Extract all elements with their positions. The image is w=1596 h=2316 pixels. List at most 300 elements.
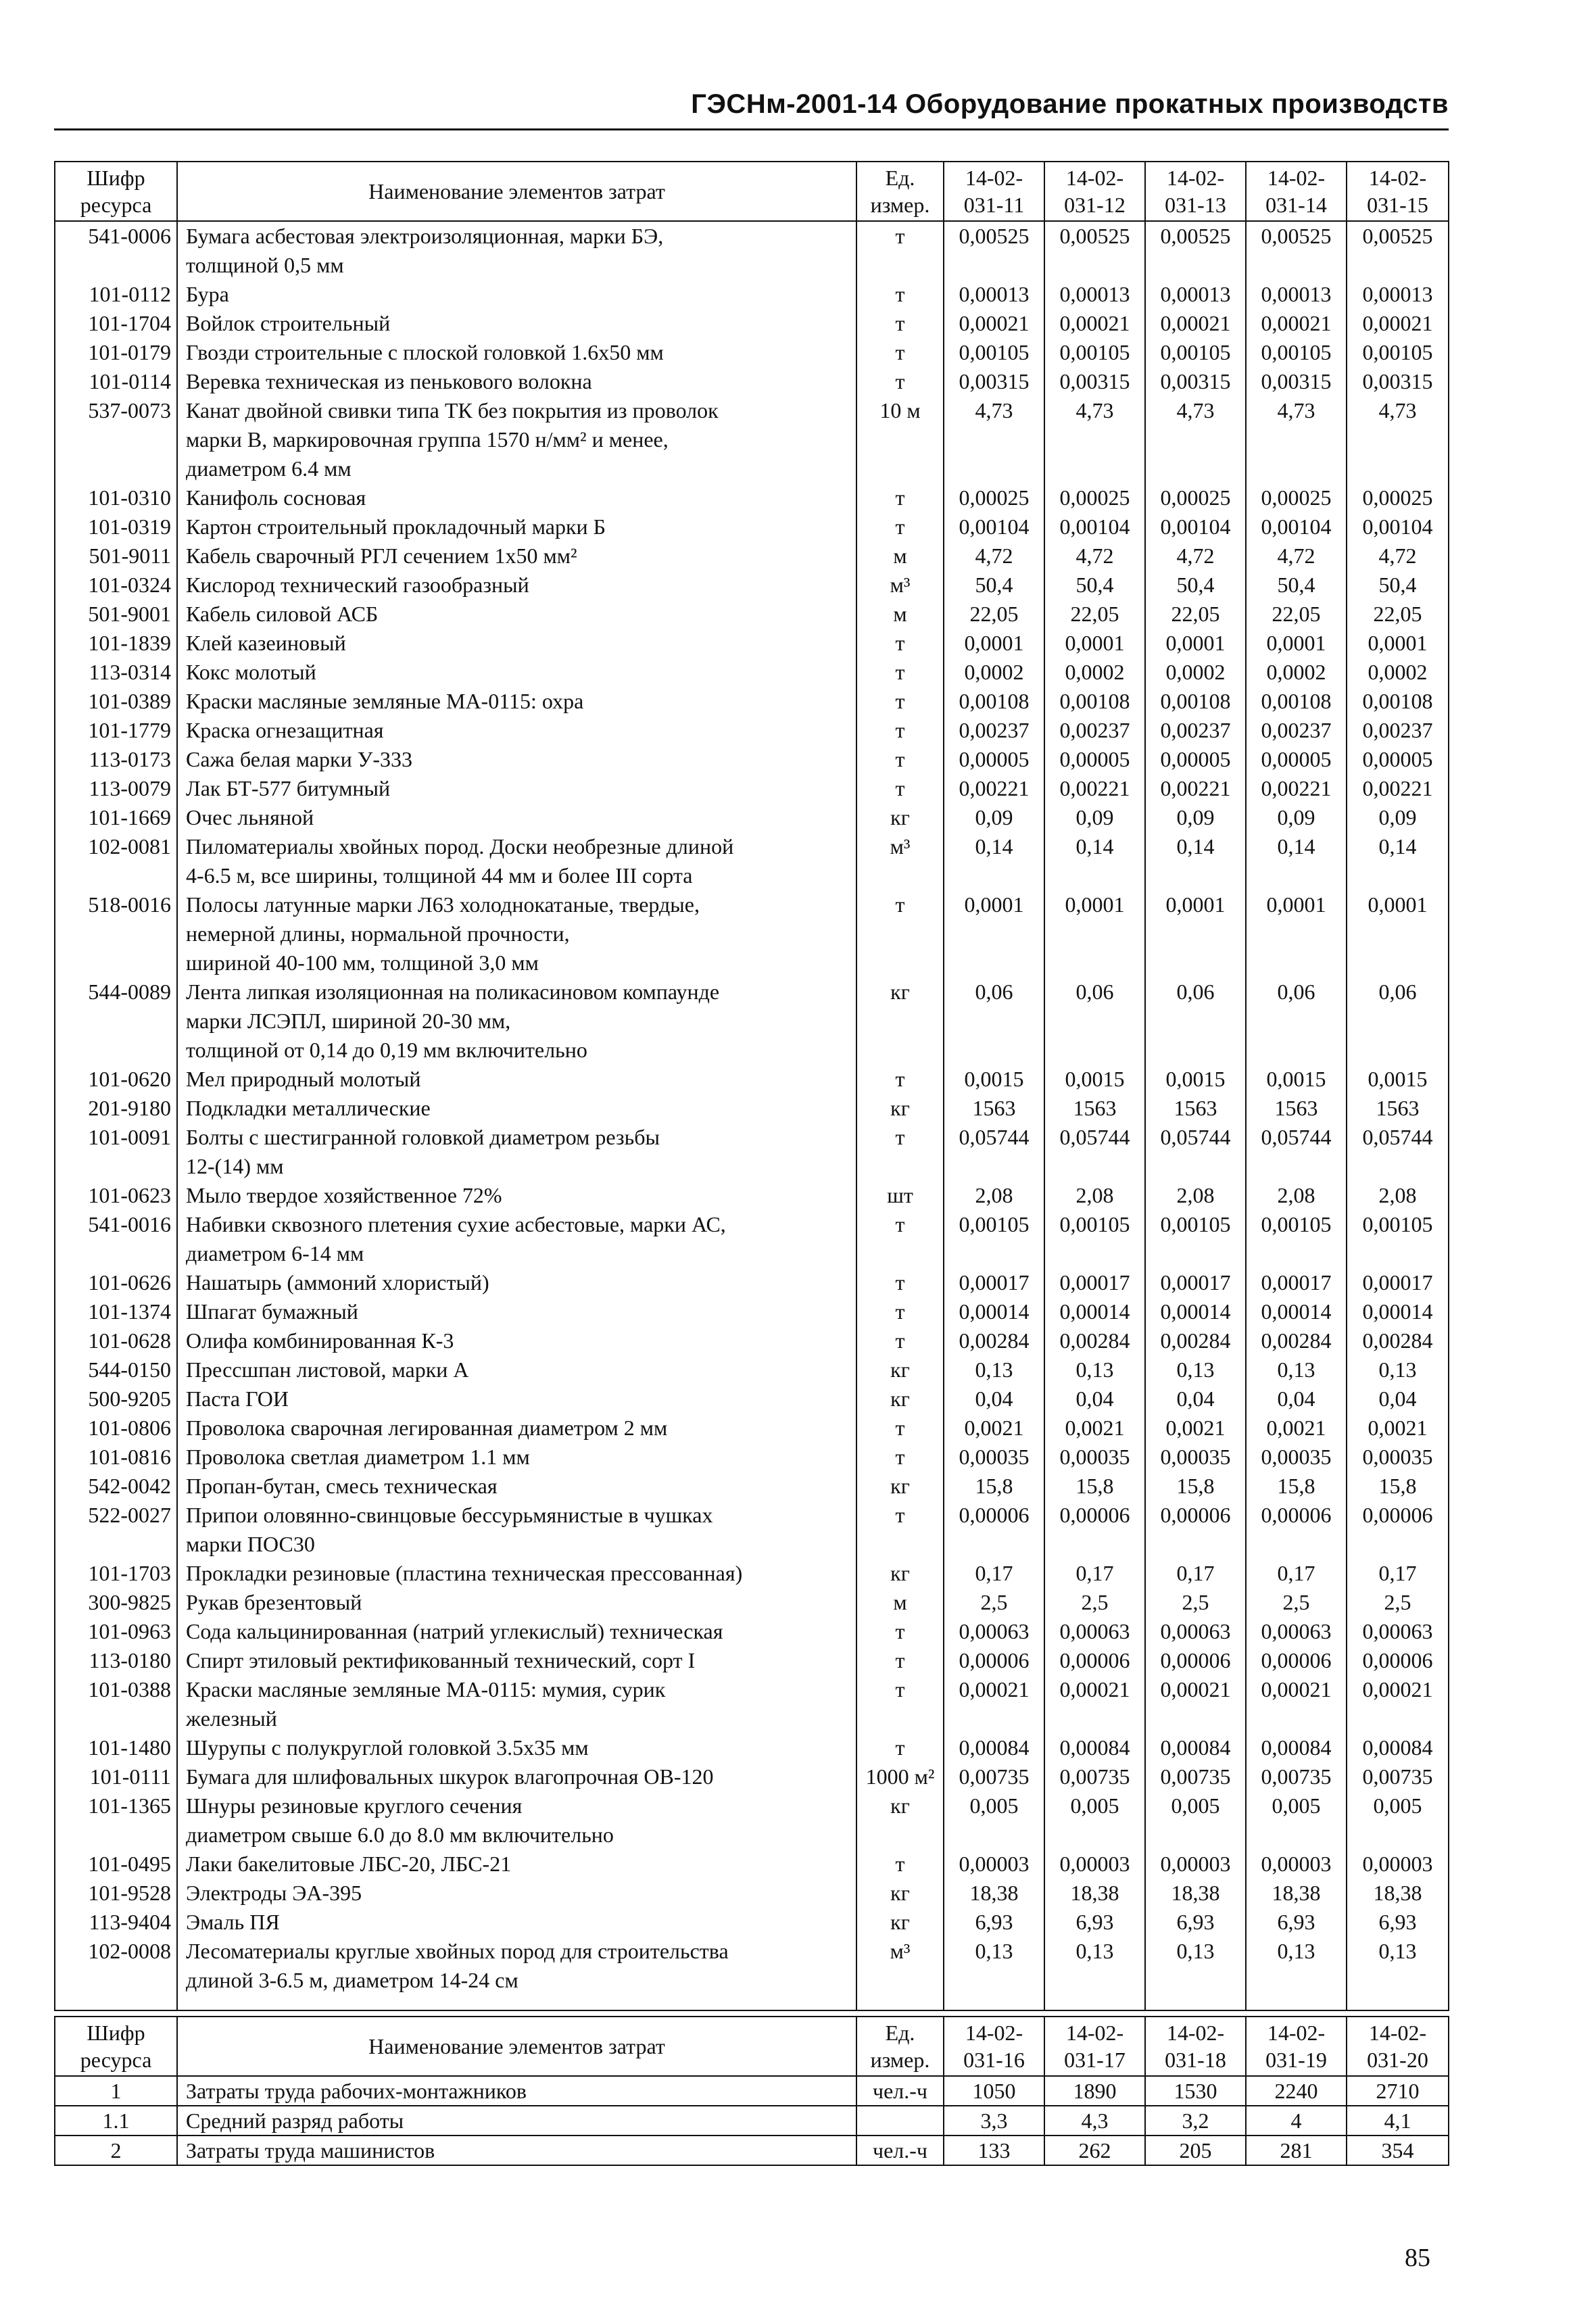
- resource-code: 544-0150: [55, 1355, 177, 1384]
- unit-of-measure: т: [856, 1501, 944, 1559]
- norm-value: 0,00003: [1246, 1850, 1347, 1879]
- norm-value: 0,05744: [1347, 1123, 1449, 1181]
- norm-value: 0,00025: [944, 483, 1044, 512]
- header-col-3: 14-02- 031-18: [1145, 2017, 1246, 2076]
- table-row: [55, 890, 1449, 978]
- norm-value: 1530: [1145, 2076, 1246, 2106]
- table-row: [55, 1326, 1449, 1355]
- norm-value: 0,00284: [1347, 1326, 1449, 1355]
- resource-name-line: марки ПОС30: [186, 1532, 315, 1556]
- resource-name: [177, 1850, 856, 1879]
- unit-of-measure: т: [856, 1443, 944, 1472]
- norm-value: 2,08: [1044, 1181, 1145, 1210]
- resource-code: 101-0319: [55, 512, 177, 541]
- resource-name-line: немерной длины, нормальной прочности,: [186, 921, 570, 946]
- norm-value: 0,06: [1044, 978, 1145, 1065]
- table-row: [55, 1850, 1449, 1879]
- resource-code: 101-1374: [55, 1297, 177, 1326]
- resource-name-line: Паста ГОИ: [186, 1386, 289, 1411]
- norm-value: 0,0015: [944, 1065, 1044, 1094]
- unit-of-measure: т: [856, 1065, 944, 1094]
- resource-name-line: Лента липкая изоляционная на поликасиновом компаунде: [186, 980, 720, 1004]
- norm-value: 6,93: [1347, 1908, 1449, 1937]
- norm-value: 0,005: [1246, 1791, 1347, 1850]
- norm-value: 0,13: [1246, 1937, 1347, 2010]
- norm-value: 0,00025: [1347, 483, 1449, 512]
- norm-value: 0,00021: [1044, 1675, 1145, 1733]
- table-row: [55, 512, 1449, 541]
- unit-of-measure: т: [856, 1210, 944, 1268]
- unit-of-measure: кг: [856, 1879, 944, 1908]
- resource-name-line: Канат двойной свивки типа ТК без покрытия из проволок: [186, 398, 719, 423]
- norm-value: 0,00084: [1347, 1733, 1449, 1762]
- unit-of-measure: кг: [856, 1094, 944, 1123]
- resource-name-line: Канифоль сосновая: [186, 485, 366, 510]
- resource-name-line: диаметром 6-14 мм: [186, 1241, 364, 1265]
- table-row: [55, 1443, 1449, 1472]
- resource-name-line: Эмаль ПЯ: [186, 1910, 280, 1934]
- resource-code: 501-9001: [55, 600, 177, 629]
- table-row: [55, 1094, 1449, 1123]
- unit-of-measure: чел.-ч: [856, 2076, 944, 2106]
- norm-value: 0,00017: [1347, 1268, 1449, 1297]
- resource-code: 101-0628: [55, 1326, 177, 1355]
- table-row: [55, 483, 1449, 512]
- norm-value: 0,0015: [1145, 1065, 1246, 1094]
- norm-value: 0,13: [944, 1355, 1044, 1384]
- norm-value: 0,00063: [944, 1617, 1044, 1646]
- resource-name-line: Картон строительный прокладочный марки Б: [186, 514, 606, 539]
- header-unit: Ед. измер.: [856, 2017, 944, 2076]
- resource-name-line: Спирт этиловый ректификованный технический, сорт I: [186, 1648, 696, 1672]
- resource-name-line: Олифа комбинированная К-3: [186, 1328, 454, 1353]
- unit-of-measure: т: [856, 1617, 944, 1646]
- resource-code: 537-0073: [55, 396, 177, 483]
- norm-value: 0,00735: [1145, 1762, 1246, 1791]
- resource-code: 113-0314: [55, 658, 177, 687]
- norm-value: 0,00035: [1044, 1443, 1145, 1472]
- norm-value: 22,05: [1044, 600, 1145, 629]
- resource-name-line: Электроды ЭА-395: [186, 1881, 362, 1905]
- resource-code: 101-0388: [55, 1675, 177, 1733]
- resource-code: 541-0016: [55, 1210, 177, 1268]
- norm-value: 0,0001: [1347, 890, 1449, 978]
- unit-of-measure: м: [856, 600, 944, 629]
- norm-value: 50,4: [1347, 571, 1449, 600]
- unit-of-measure: кг: [856, 1355, 944, 1384]
- resource-name: [177, 367, 856, 396]
- resource-name: [177, 571, 856, 600]
- resource-name-line: Сажа белая марки У-333: [186, 747, 413, 771]
- table-row: [55, 541, 1449, 571]
- table-row: [55, 1355, 1449, 1384]
- norm-value: 0,00013: [1347, 280, 1449, 309]
- unit-of-measure: т: [856, 774, 944, 803]
- norm-value: 0,0001: [944, 890, 1044, 978]
- header-name: Наименование элементов затрат: [177, 162, 856, 221]
- norm-value: 0,06: [1347, 978, 1449, 1065]
- norm-value: 0,00017: [1246, 1268, 1347, 1297]
- unit-of-measure: т: [856, 309, 944, 338]
- resource-name-line: Клей казеиновый: [186, 631, 346, 655]
- resource-name-line: толщиной 0,5 мм: [186, 253, 344, 277]
- norm-value: 0,13: [944, 1937, 1044, 2010]
- resource-name: [177, 1355, 856, 1384]
- norm-value: 50,4: [1145, 571, 1246, 600]
- unit-of-measure: т: [856, 1268, 944, 1297]
- table-row: [55, 1559, 1449, 1588]
- header-code: Шифр ресурса: [55, 2017, 177, 2076]
- unit-of-measure: м: [856, 541, 944, 571]
- norm-value: 0,13: [1044, 1355, 1145, 1384]
- resource-name-line: Прессшпан листовой, марки А: [186, 1357, 469, 1382]
- norm-value: 0,09: [944, 803, 1044, 832]
- resource-name-line: Бумага асбестовая электроизоляционная, марки БЭ,: [186, 224, 664, 248]
- header-col-1: 14-02- 031-11: [944, 162, 1044, 221]
- norm-value: 0,13: [1347, 1937, 1449, 2010]
- unit-of-measure: 10 м: [856, 396, 944, 483]
- norm-value: 22,05: [1347, 600, 1449, 629]
- norm-value: 0,00105: [1347, 1210, 1449, 1268]
- norm-value: 0,00006: [1145, 1501, 1246, 1559]
- unit-of-measure: т: [856, 1297, 944, 1326]
- norm-value: 18,38: [1246, 1879, 1347, 1908]
- resource-name-line: Мел природный молотый: [186, 1067, 421, 1091]
- resource-name-line: Рукав брезентовый: [186, 1590, 362, 1614]
- resource-code: 101-1703: [55, 1559, 177, 1588]
- norm-value: 205: [1145, 2136, 1246, 2165]
- resource-code: 101-1669: [55, 803, 177, 832]
- table-row: [55, 221, 1449, 280]
- norm-value: 0,0001: [1145, 890, 1246, 978]
- resource-name: [177, 1123, 856, 1181]
- norm-value: 0,13: [1246, 1355, 1347, 1384]
- norm-value: 0,00005: [1044, 745, 1145, 774]
- resource-name-line: Краски масляные земляные МА-0115: охра: [186, 689, 584, 713]
- resource-name: [177, 832, 856, 890]
- norm-value: 4,73: [1044, 396, 1145, 483]
- resource-name: [177, 745, 856, 774]
- unit-of-measure: т: [856, 890, 944, 978]
- table-row: [55, 745, 1449, 774]
- table-row: [55, 1733, 1449, 1762]
- norm-value: 0,0002: [1145, 658, 1246, 687]
- norm-value: 0,00315: [1347, 367, 1449, 396]
- resource-name: [177, 483, 856, 512]
- norm-value: 1563: [1145, 1094, 1246, 1123]
- norm-value: 1563: [1044, 1094, 1145, 1123]
- resource-name-line: Средний разряд работы: [186, 2108, 404, 2133]
- resource-name: [177, 1326, 856, 1355]
- resource-name-line: Шнуры резиновые круглого сечения: [186, 1793, 523, 1818]
- norm-value: 0,00006: [1246, 1646, 1347, 1675]
- header-col-4: 14-02- 031-19: [1246, 2017, 1347, 2076]
- resource-code: 101-0495: [55, 1850, 177, 1879]
- norm-value: 0,0002: [1246, 658, 1347, 687]
- resource-name: [177, 1094, 856, 1123]
- norm-value: 22,05: [1145, 600, 1246, 629]
- norm-value: 0,0001: [1044, 629, 1145, 658]
- unit-of-measure: т: [856, 338, 944, 367]
- norm-value: 0,00525: [1044, 221, 1145, 280]
- resource-code: 500-9205: [55, 1384, 177, 1414]
- unit-of-measure: т: [856, 1123, 944, 1181]
- resource-code: 101-0091: [55, 1123, 177, 1181]
- norm-value: 0,00105: [944, 338, 1044, 367]
- resource-name: [177, 2106, 856, 2136]
- norm-value: 0,06: [944, 978, 1044, 1065]
- unit-of-measure: т: [856, 367, 944, 396]
- unit-of-measure: т: [856, 483, 944, 512]
- norm-value: 0,00237: [1347, 716, 1449, 745]
- norm-value: 0,09: [1347, 803, 1449, 832]
- norm-value: 0,00084: [1044, 1733, 1145, 1762]
- unit-of-measure: кг: [856, 1472, 944, 1501]
- unit-of-measure: м³: [856, 571, 944, 600]
- norm-value: 0,00006: [1347, 1501, 1449, 1559]
- norm-value: 3,2: [1145, 2106, 1246, 2136]
- resource-name: [177, 1443, 856, 1472]
- norm-value: 0,00003: [1145, 1850, 1246, 1879]
- unit-of-measure: т: [856, 1850, 944, 1879]
- table-row: [55, 1617, 1449, 1646]
- norm-value: 0,005: [1347, 1791, 1449, 1850]
- norm-value: 0,00237: [1246, 716, 1347, 745]
- resource-code: 102-0008: [55, 1937, 177, 2010]
- norm-value: 0,05744: [1246, 1123, 1347, 1181]
- resource-name-line: марки В, маркировочная группа 1570 н/мм² и менее,: [186, 427, 669, 452]
- norm-value: 0,0021: [1145, 1414, 1246, 1443]
- resource-name: [177, 338, 856, 367]
- labor-table-body: [55, 2076, 1449, 2165]
- norm-value: 4,72: [1044, 541, 1145, 571]
- table-row: [55, 716, 1449, 745]
- norm-value: 0,0001: [1347, 629, 1449, 658]
- norm-value: 0,04: [1347, 1384, 1449, 1414]
- norm-value: 0,17: [944, 1559, 1044, 1588]
- norm-value: 6,93: [944, 1908, 1044, 1937]
- resource-name: [177, 629, 856, 658]
- unit-of-measure: т: [856, 1326, 944, 1355]
- norm-value: 0,13: [1044, 1937, 1145, 2010]
- norm-value: 0,0021: [1347, 1414, 1449, 1443]
- norm-value: 0,00084: [1145, 1733, 1246, 1762]
- norm-value: 0,00108: [1044, 687, 1145, 716]
- norm-value: 0,0015: [1044, 1065, 1145, 1094]
- norm-value: 0,13: [1145, 1937, 1246, 2010]
- norm-value: 0,00021: [944, 1675, 1044, 1733]
- header-code: Шифр ресурса: [55, 162, 177, 221]
- norm-value: 15,8: [1347, 1472, 1449, 1501]
- norm-value: 2240: [1246, 2076, 1347, 2106]
- norm-value: 0,00005: [944, 745, 1044, 774]
- resource-name-line: 12-(14) мм: [186, 1154, 284, 1178]
- norm-value: 0,005: [944, 1791, 1044, 1850]
- resource-name: [177, 309, 856, 338]
- table-row: [55, 2076, 1449, 2106]
- norm-value: 2,08: [944, 1181, 1044, 1210]
- resource-name-line: Лесоматериалы круглые хвойных пород для строительства: [186, 1939, 729, 1963]
- page-title: ГЭСНм-2001-14 Оборудование прокатных производств: [691, 89, 1449, 119]
- resource-name: [177, 1181, 856, 1210]
- norm-value: 0,00237: [944, 716, 1044, 745]
- norm-value: 0,00284: [1145, 1326, 1246, 1355]
- norm-value: 0,00013: [1044, 280, 1145, 309]
- table-row: [55, 2106, 1449, 2136]
- resource-name: [177, 2136, 856, 2165]
- norm-value: 2710: [1347, 2076, 1449, 2106]
- norm-value: 4,73: [1246, 396, 1347, 483]
- resource-name: [177, 280, 856, 309]
- norm-value: 2,08: [1145, 1181, 1246, 1210]
- table-row: [55, 658, 1449, 687]
- norm-value: 1050: [944, 2076, 1044, 2106]
- resource-name: [177, 716, 856, 745]
- norm-value: 0,00025: [1145, 483, 1246, 512]
- unit-of-measure: шт: [856, 1181, 944, 1210]
- norm-value: 0,00284: [1246, 1326, 1347, 1355]
- table-row: [55, 396, 1449, 483]
- unit-of-measure: м: [856, 1588, 944, 1617]
- norm-value: 0,09: [1145, 803, 1246, 832]
- resource-name-line: Сода кальцинированная (натрий углекислый) техническая: [186, 1619, 723, 1643]
- norm-value: 0,00005: [1246, 745, 1347, 774]
- norm-value: 0,00014: [1246, 1297, 1347, 1326]
- norm-value: 0,0002: [1044, 658, 1145, 687]
- resource-code: 501-9011: [55, 541, 177, 571]
- norm-value: 0,00735: [1347, 1762, 1449, 1791]
- norm-value: 0,17: [1145, 1559, 1246, 1588]
- unit-of-measure: кг: [856, 1908, 944, 1937]
- table-row: [55, 1472, 1449, 1501]
- resource-name: [177, 687, 856, 716]
- norm-value: 0,00105: [1044, 338, 1145, 367]
- norm-value: 0,00021: [1246, 1675, 1347, 1733]
- norm-value: 4: [1246, 2106, 1347, 2136]
- resource-code: 113-0173: [55, 745, 177, 774]
- norm-value: 2,5: [1347, 1588, 1449, 1617]
- norm-value: 15,8: [944, 1472, 1044, 1501]
- norm-value: 4,73: [1145, 396, 1246, 483]
- resource-name-line: Затраты труда рабочих-монтажников: [186, 2079, 527, 2103]
- resource-name: [177, 803, 856, 832]
- unit-of-measure: т: [856, 512, 944, 541]
- unit-of-measure: т: [856, 1414, 944, 1443]
- table-row: [55, 1908, 1449, 1937]
- norm-value: 1890: [1044, 2076, 1145, 2106]
- norm-value: 0,00021: [1044, 309, 1145, 338]
- resource-name: [177, 396, 856, 483]
- norm-value: 0,00105: [1145, 338, 1246, 367]
- norm-value: 2,5: [944, 1588, 1044, 1617]
- norm-value: 0,00006: [1044, 1501, 1145, 1559]
- table-row: [55, 687, 1449, 716]
- norm-value: 0,05744: [1145, 1123, 1246, 1181]
- header-col-5: 14-02- 031-20: [1347, 2017, 1449, 2076]
- unit-of-measure: кг: [856, 1559, 944, 1588]
- norm-value: 354: [1347, 2136, 1449, 2165]
- table-row: [55, 1501, 1449, 1559]
- header-name: Наименование элементов затрат: [177, 2017, 856, 2076]
- norm-value: 3,3: [944, 2106, 1044, 2136]
- norm-value: 0,00021: [1246, 309, 1347, 338]
- norm-value: 0,00006: [944, 1501, 1044, 1559]
- norm-value: 4,3: [1044, 2106, 1145, 2136]
- resource-name-line: 4-6.5 м, все ширины, толщиной 44 мм и более III сорта: [186, 863, 693, 888]
- resource-name-line: Подкладки металлические: [186, 1096, 431, 1120]
- unit-of-measure: чел.-ч: [856, 2136, 944, 2165]
- resource-name: [177, 1937, 856, 2010]
- resource-code: 201-9180: [55, 1094, 177, 1123]
- resource-name-line: Краска огнезащитная: [186, 718, 384, 742]
- norm-value: 0,0001: [1044, 890, 1145, 978]
- norm-value: 0,00017: [1145, 1268, 1246, 1297]
- norm-value: 0,00063: [1145, 1617, 1246, 1646]
- resource-name-line: Бумага для шлифовальных шкурок влагопрочная ОВ-120: [186, 1764, 714, 1789]
- materials-table: [54, 161, 1449, 2011]
- unit-of-measure: кг: [856, 803, 944, 832]
- norm-value: 0,04: [1044, 1384, 1145, 1414]
- norm-value: 0,00014: [1347, 1297, 1449, 1326]
- norm-value: 0,00006: [1044, 1646, 1145, 1675]
- unit-of-measure: кг: [856, 1384, 944, 1414]
- norm-value: 0,00005: [1347, 745, 1449, 774]
- resource-code: 1: [55, 2076, 177, 2106]
- materials-table-header: [55, 162, 1449, 221]
- table-row: [55, 1065, 1449, 1094]
- resource-code: 101-0626: [55, 1268, 177, 1297]
- table-row: [55, 774, 1449, 803]
- table-row: [55, 1384, 1449, 1414]
- norm-value: 262: [1044, 2136, 1145, 2165]
- table-row: [55, 571, 1449, 600]
- resource-code: 101-0963: [55, 1617, 177, 1646]
- resource-code: 101-0389: [55, 687, 177, 716]
- resource-name: [177, 1268, 856, 1297]
- norm-value: 0,00006: [1145, 1646, 1246, 1675]
- labor-table: [54, 2016, 1449, 2166]
- resource-name-line: Шпагат бумажный: [186, 1299, 358, 1324]
- norm-value: 0,00035: [1145, 1443, 1246, 1472]
- norm-value: 0,09: [1246, 803, 1347, 832]
- norm-value: 0,00014: [1145, 1297, 1246, 1326]
- norm-value: 0,00003: [1347, 1850, 1449, 1879]
- resource-name-line: Болты с шестигранной головкой диаметром резьбы: [186, 1125, 660, 1149]
- norm-value: 0,00104: [1044, 512, 1145, 541]
- norm-value: 0,00108: [1145, 687, 1246, 716]
- norm-value: 0,00525: [944, 221, 1044, 280]
- resource-name: [177, 890, 856, 978]
- resource-name: [177, 2076, 856, 2106]
- resource-name-line: Проволока светлая диаметром 1.1 мм: [186, 1445, 530, 1469]
- norm-value: 0,00025: [1044, 483, 1145, 512]
- norm-value: 0,04: [1145, 1384, 1246, 1414]
- norm-value: 0,00021: [1145, 309, 1246, 338]
- resource-name-line: шириной 40-100 мм, толщиной 3,0 мм: [186, 950, 539, 975]
- resource-code: 101-0112: [55, 280, 177, 309]
- norm-value: 0,00006: [1347, 1646, 1449, 1675]
- table-row: [55, 832, 1449, 890]
- norm-value: 0,00221: [1246, 774, 1347, 803]
- resource-name-line: Кислород технический газообразный: [186, 573, 529, 597]
- table-row: [55, 2136, 1449, 2165]
- table-row: [55, 280, 1449, 309]
- norm-value: 0,17: [1044, 1559, 1145, 1588]
- norm-value: 0,06: [1246, 978, 1347, 1065]
- resource-code: 101-0111: [55, 1762, 177, 1791]
- page-number: 85: [1405, 2244, 1430, 2272]
- resource-name: [177, 1559, 856, 1588]
